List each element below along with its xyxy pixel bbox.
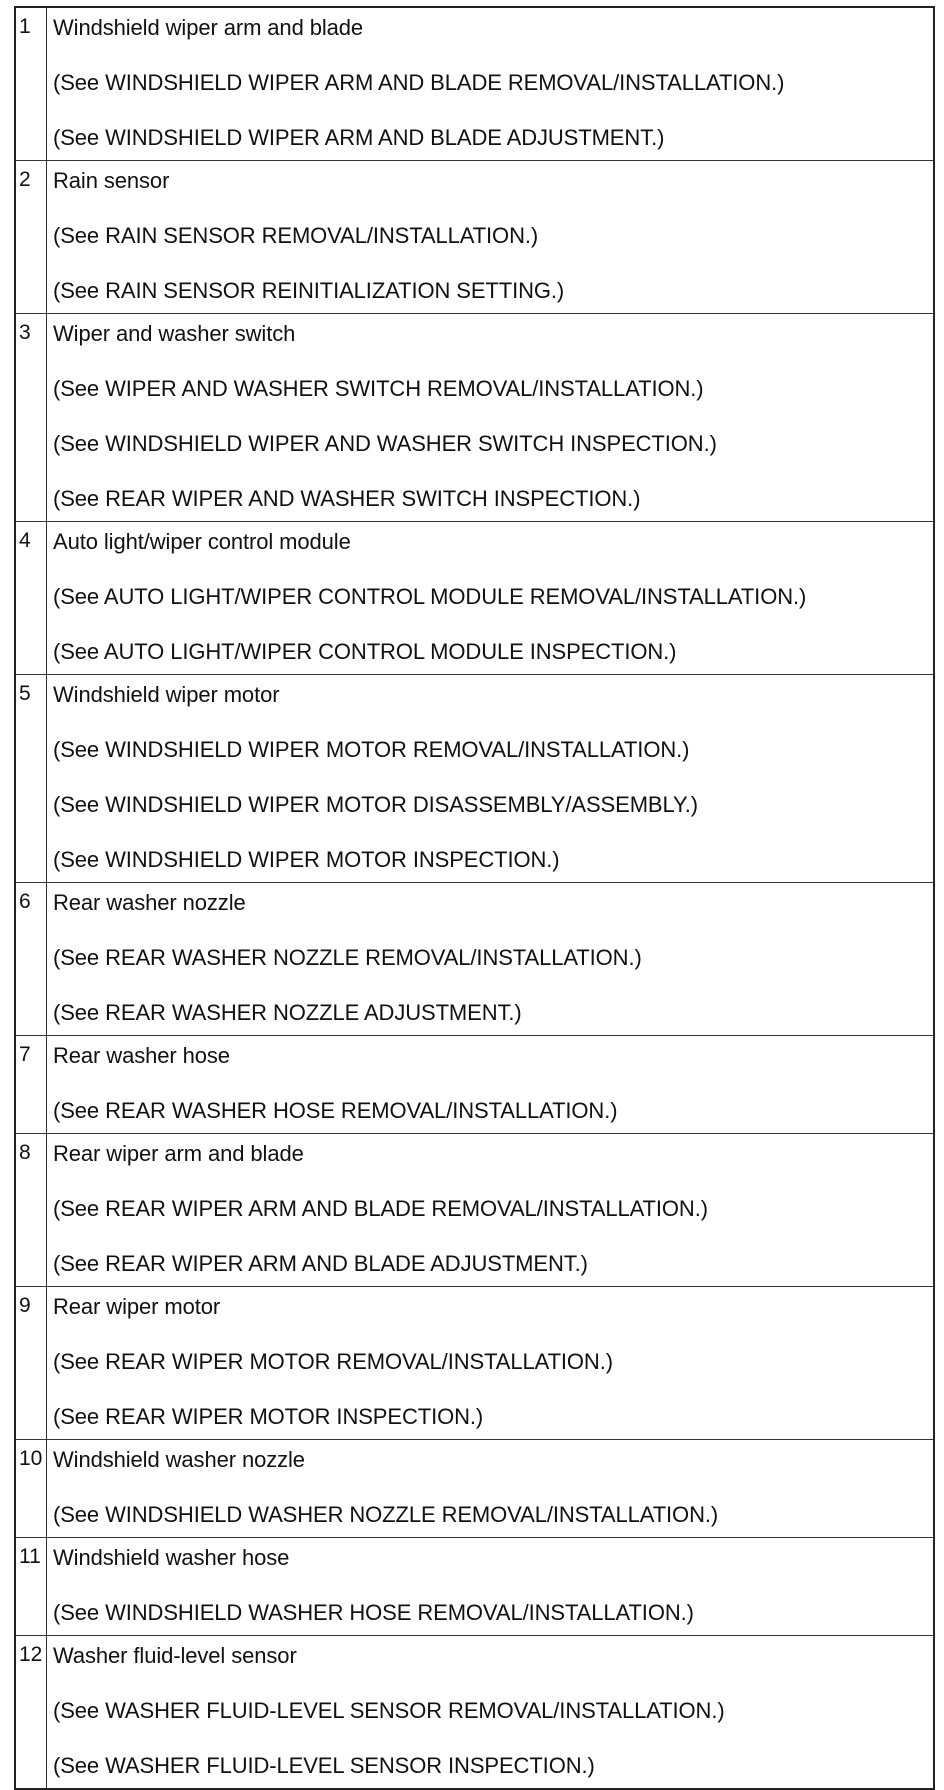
item-number: 10 bbox=[16, 1440, 47, 1537]
item-number: 9 bbox=[16, 1287, 47, 1439]
item-details bbox=[47, 1287, 933, 1439]
procedure-reference[interactable]: (See WINDSHIELD WIPER MOTOR REMOVAL/INSTALLATION.) bbox=[53, 737, 690, 762]
procedure-reference[interactable]: (See WINDSHIELD WIPER ARM AND BLADE REMOVAL/INSTALLATION.) bbox=[53, 70, 785, 95]
component-name: Rear wiper arm and blade bbox=[53, 1141, 304, 1166]
component-name: Rain sensor bbox=[53, 168, 170, 193]
item-details bbox=[47, 1636, 933, 1788]
procedure-reference[interactable]: (See WINDSHIELD WIPER MOTOR DISASSEMBLY/ASSEMBLY.) bbox=[53, 792, 698, 817]
component-name: Rear wiper motor bbox=[53, 1294, 221, 1319]
procedure-reference[interactable]: (See RAIN SENSOR REMOVAL/INSTALLATION.) bbox=[53, 223, 539, 248]
item-details bbox=[47, 675, 933, 882]
procedure-reference[interactable]: (See AUTO LIGHT/WIPER CONTROL MODULE INSPECTION.) bbox=[53, 639, 677, 664]
table-row bbox=[16, 160, 933, 313]
component-name: Windshield wiper arm and blade bbox=[53, 15, 364, 40]
item-details bbox=[47, 1134, 933, 1286]
procedure-reference[interactable]: (See WASHER FLUID-LEVEL SENSOR INSPECTION.) bbox=[53, 1753, 595, 1778]
procedure-reference[interactable]: (See WINDSHIELD WASHER NOZZLE REMOVAL/INSTALLATION.) bbox=[53, 1502, 719, 1527]
table-row bbox=[16, 1035, 933, 1133]
item-details bbox=[47, 8, 933, 160]
item-details bbox=[47, 522, 933, 674]
component-name: Windshield washer hose bbox=[53, 1545, 290, 1570]
component-name: Washer fluid-level sensor bbox=[53, 1643, 297, 1668]
procedure-reference[interactable]: (See REAR WASHER NOZZLE ADJUSTMENT.) bbox=[53, 1000, 522, 1025]
procedure-reference[interactable]: (See WINDSHIELD WASHER HOSE REMOVAL/INSTALLATION.) bbox=[53, 1600, 694, 1625]
item-details bbox=[47, 314, 933, 521]
component-name: Rear washer hose bbox=[53, 1043, 230, 1068]
component-name: Windshield washer nozzle bbox=[53, 1447, 305, 1472]
table-row bbox=[16, 1635, 933, 1788]
item-number: 5 bbox=[16, 675, 47, 882]
procedure-reference[interactable]: (See AUTO LIGHT/WIPER CONTROL MODULE REMOVAL/INSTALLATION.) bbox=[53, 584, 807, 609]
procedure-reference[interactable]: (See REAR WASHER HOSE REMOVAL/INSTALLATION.) bbox=[53, 1098, 618, 1123]
table-row bbox=[16, 882, 933, 1035]
table-row bbox=[16, 1133, 933, 1286]
procedure-reference[interactable]: (See WINDSHIELD WIPER ARM AND BLADE ADJUSTMENT.) bbox=[53, 125, 665, 150]
item-number: 8 bbox=[16, 1134, 47, 1286]
procedure-reference[interactable]: (See WIPER AND WASHER SWITCH REMOVAL/INSTALLATION.) bbox=[53, 376, 704, 401]
item-details bbox=[47, 1036, 933, 1133]
table-body bbox=[16, 8, 933, 1788]
component-name: Rear washer nozzle bbox=[53, 890, 246, 915]
procedure-reference[interactable]: (See WINDSHIELD WIPER AND WASHER SWITCH INSPECTION.) bbox=[53, 431, 717, 456]
parts-reference-table bbox=[14, 6, 935, 1790]
component-name: Windshield wiper motor bbox=[53, 682, 280, 707]
table-row bbox=[16, 313, 933, 521]
procedure-reference[interactable]: (See REAR WIPER ARM AND BLADE ADJUSTMENT.) bbox=[53, 1251, 588, 1276]
table-row bbox=[16, 674, 933, 882]
item-details bbox=[47, 161, 933, 313]
component-name: Auto light/wiper control module bbox=[53, 529, 351, 554]
item-number: 4 bbox=[16, 522, 47, 674]
procedure-reference[interactable]: (See REAR WIPER MOTOR REMOVAL/INSTALLATION.) bbox=[53, 1349, 613, 1374]
component-name: Wiper and washer switch bbox=[53, 321, 296, 346]
item-number: 6 bbox=[16, 883, 47, 1035]
item-details bbox=[47, 1440, 933, 1537]
table-row bbox=[16, 1537, 933, 1635]
table-row bbox=[16, 1286, 933, 1439]
table-row bbox=[16, 1439, 933, 1537]
item-number: 2 bbox=[16, 161, 47, 313]
procedure-reference[interactable]: (See RAIN SENSOR REINITIALIZATION SETTING.) bbox=[53, 278, 565, 303]
item-details bbox=[47, 1538, 933, 1635]
table-row bbox=[16, 8, 933, 160]
table-row bbox=[16, 521, 933, 674]
item-number: 12 bbox=[16, 1636, 47, 1788]
procedure-reference[interactable]: (See REAR WASHER NOZZLE REMOVAL/INSTALLATION.) bbox=[53, 945, 642, 970]
procedure-reference[interactable]: (See WINDSHIELD WIPER MOTOR INSPECTION.) bbox=[53, 847, 560, 872]
procedure-reference[interactable]: (See WASHER FLUID-LEVEL SENSOR REMOVAL/INSTALLATION.) bbox=[53, 1698, 725, 1723]
procedure-reference[interactable]: (See REAR WIPER ARM AND BLADE REMOVAL/INSTALLATION.) bbox=[53, 1196, 708, 1221]
item-number: 1 bbox=[16, 8, 47, 160]
item-number: 3 bbox=[16, 314, 47, 521]
procedure-reference[interactable]: (See REAR WIPER AND WASHER SWITCH INSPECTION.) bbox=[53, 486, 641, 511]
item-number: 11 bbox=[16, 1538, 47, 1635]
item-number: 7 bbox=[16, 1036, 47, 1133]
item-details bbox=[47, 883, 933, 1035]
procedure-reference[interactable]: (See REAR WIPER MOTOR INSPECTION.) bbox=[53, 1404, 484, 1429]
